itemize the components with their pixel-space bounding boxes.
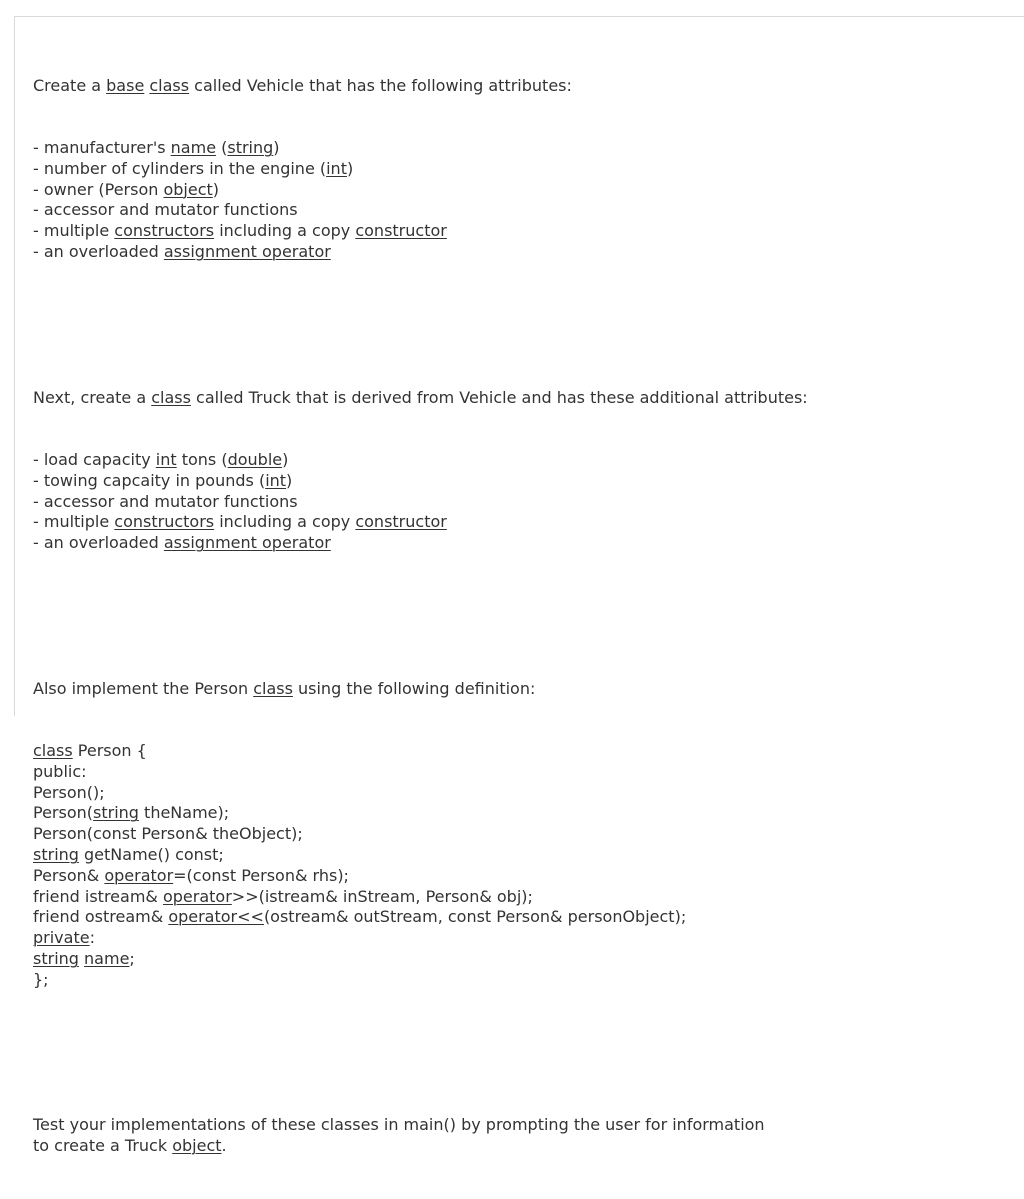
glossary-link-operator[interactable]: operator [104,865,174,885]
code-line [33,741,808,762]
glossary-link-object[interactable]: object [172,1136,222,1156]
glossary-link-assignment-operator[interactable]: assignment operator [163,533,331,553]
truck-attribute-item [33,450,808,471]
glossary-link-int[interactable]: int [326,158,347,178]
text-segment: to create a Truck [33,1136,173,1156]
glossary-link-string[interactable]: string [33,949,79,969]
code-line [33,783,808,804]
text-segment: called Truck that is derived from Vehicle and has these additional attributes: [190,387,808,407]
truck-attribute-item [33,492,808,513]
glossary-link-class[interactable]: class [253,678,293,698]
text-segment: friend ostream& [33,907,169,927]
text-segment: Person { [72,741,147,761]
question-text [33,34,808,1199]
text-segment: - multiple [33,512,115,532]
text-segment: - accessor and mutator functions [33,200,298,220]
code-line [33,803,808,824]
test-instruction-line [33,1115,808,1136]
code-line [33,762,808,783]
text-segment: - load capacity [33,449,156,469]
vehicle-attribute-item [33,180,808,201]
text-segment: - number of cylinders in the engine ( [33,158,327,178]
text-segment: - an overloaded [33,241,164,261]
code-line [33,970,808,991]
glossary-link-constructor[interactable]: constructor [355,221,447,241]
text-segment: >>(istream& inStream, Person& obj); [231,886,533,906]
glossary-link-operator[interactable]: operator [168,907,238,927]
text-segment: - an overloaded [33,533,164,553]
glossary-link-private[interactable]: private [33,928,90,948]
text-segment: ) [346,158,354,178]
text-segment: =(const Person& rhs); [173,865,349,885]
paragraph-spacer [33,596,808,617]
truck-attribute-item [33,471,808,492]
text-segment: using the following definition: [292,678,536,698]
glossary-link-operator[interactable]: operator [162,886,232,906]
text-segment: ) [286,470,293,490]
glossary-link-double[interactable]: double [227,449,283,469]
vehicle-attribute-item [33,200,808,221]
paragraph-spacer [33,1032,808,1053]
glossary-link-string[interactable]: string [33,845,79,865]
vehicle-attribute-list [33,138,808,263]
glossary-link-class[interactable]: class [151,387,191,407]
text-segment: friend istream& [33,886,163,906]
person-intro [33,679,808,700]
paragraph-spacer [33,304,808,325]
glossary-link-string[interactable]: string [227,137,274,157]
text-segment: ( [216,137,228,157]
vehicle-attribute-item [33,159,808,180]
text-segment: Person( [33,803,94,823]
text-segment: Create a [33,75,107,95]
glossary-link-constructor[interactable]: constructor [355,512,447,532]
text-segment: ) [282,449,289,469]
text-segment: Test your implementations of these classes in main() by prompting the user for information [33,1115,765,1135]
truck-attribute-item [33,512,808,533]
code-line [33,928,808,949]
glossary-link-constructors[interactable]: constructors [114,221,215,241]
glossary-link-base[interactable]: base [106,75,145,95]
code-line [33,824,808,845]
code-line [33,907,808,928]
text-segment: - towing capcaity in pounds ( [33,470,266,490]
vehicle-intro [33,76,808,97]
text-segment: getName() const; [78,845,224,865]
text-segment: ) [273,137,280,157]
question-panel [14,16,1024,1156]
text-segment: public: [33,761,87,781]
code-line [33,866,808,887]
text-segment: theName); [138,803,230,823]
glossary-link-class[interactable]: class [33,741,73,761]
text-segment: including a copy [214,512,356,532]
text-segment: - manufacturer's [33,137,171,157]
glossary-link-assignment-operator[interactable]: assignment operator [163,241,331,261]
glossary-link-class[interactable]: class [149,75,190,95]
text-segment: ) [212,179,220,199]
glossary-link-name[interactable]: name [170,137,217,157]
text-segment: (ostream& outStream, const Person& personObject); [263,907,687,927]
text-segment: Next, create a [33,387,152,407]
text-segment: - accessor and mutator functions [33,491,298,511]
person-class-definition [33,741,808,991]
text-segment: tons ( [176,449,228,469]
text-segment: - owner (Person [33,179,164,199]
glossary-link-object[interactable]: object [163,179,213,199]
test-instructions [33,1115,808,1157]
text-segment: - multiple [33,221,115,241]
vehicle-attribute-item [33,221,808,242]
text-segment: including a copy [214,221,356,241]
text-segment: : [89,928,95,948]
glossary-link-int[interactable]: int [155,449,177,469]
code-line [33,949,808,970]
text-segment: }; [33,969,49,989]
text-segment: Person(const Person& theObject); [33,824,303,844]
code-line [33,887,808,908]
glossary-link-int[interactable]: int [265,470,287,490]
code-line [33,845,808,866]
text-segment: . [221,1136,227,1156]
test-instruction-line [33,1136,808,1157]
vehicle-attribute-item [33,138,808,159]
glossary-link-constructors[interactable]: constructors [114,512,215,532]
vehicle-attribute-item [33,242,808,263]
text-segment: Also implement the Person [33,678,254,698]
glossary-link-symbol[interactable]: << [237,907,264,927]
glossary-link-string[interactable]: string [93,803,139,823]
truck-attribute-list [33,450,808,554]
text-segment: Person& [33,865,105,885]
truck-attribute-item [33,533,808,554]
truck-intro [33,388,808,409]
glossary-link-name[interactable]: name [84,949,130,969]
text-segment: called Vehicle that has the following attributes: [189,75,572,95]
text-segment: ; [129,949,135,969]
text-segment: Person(); [33,782,105,802]
